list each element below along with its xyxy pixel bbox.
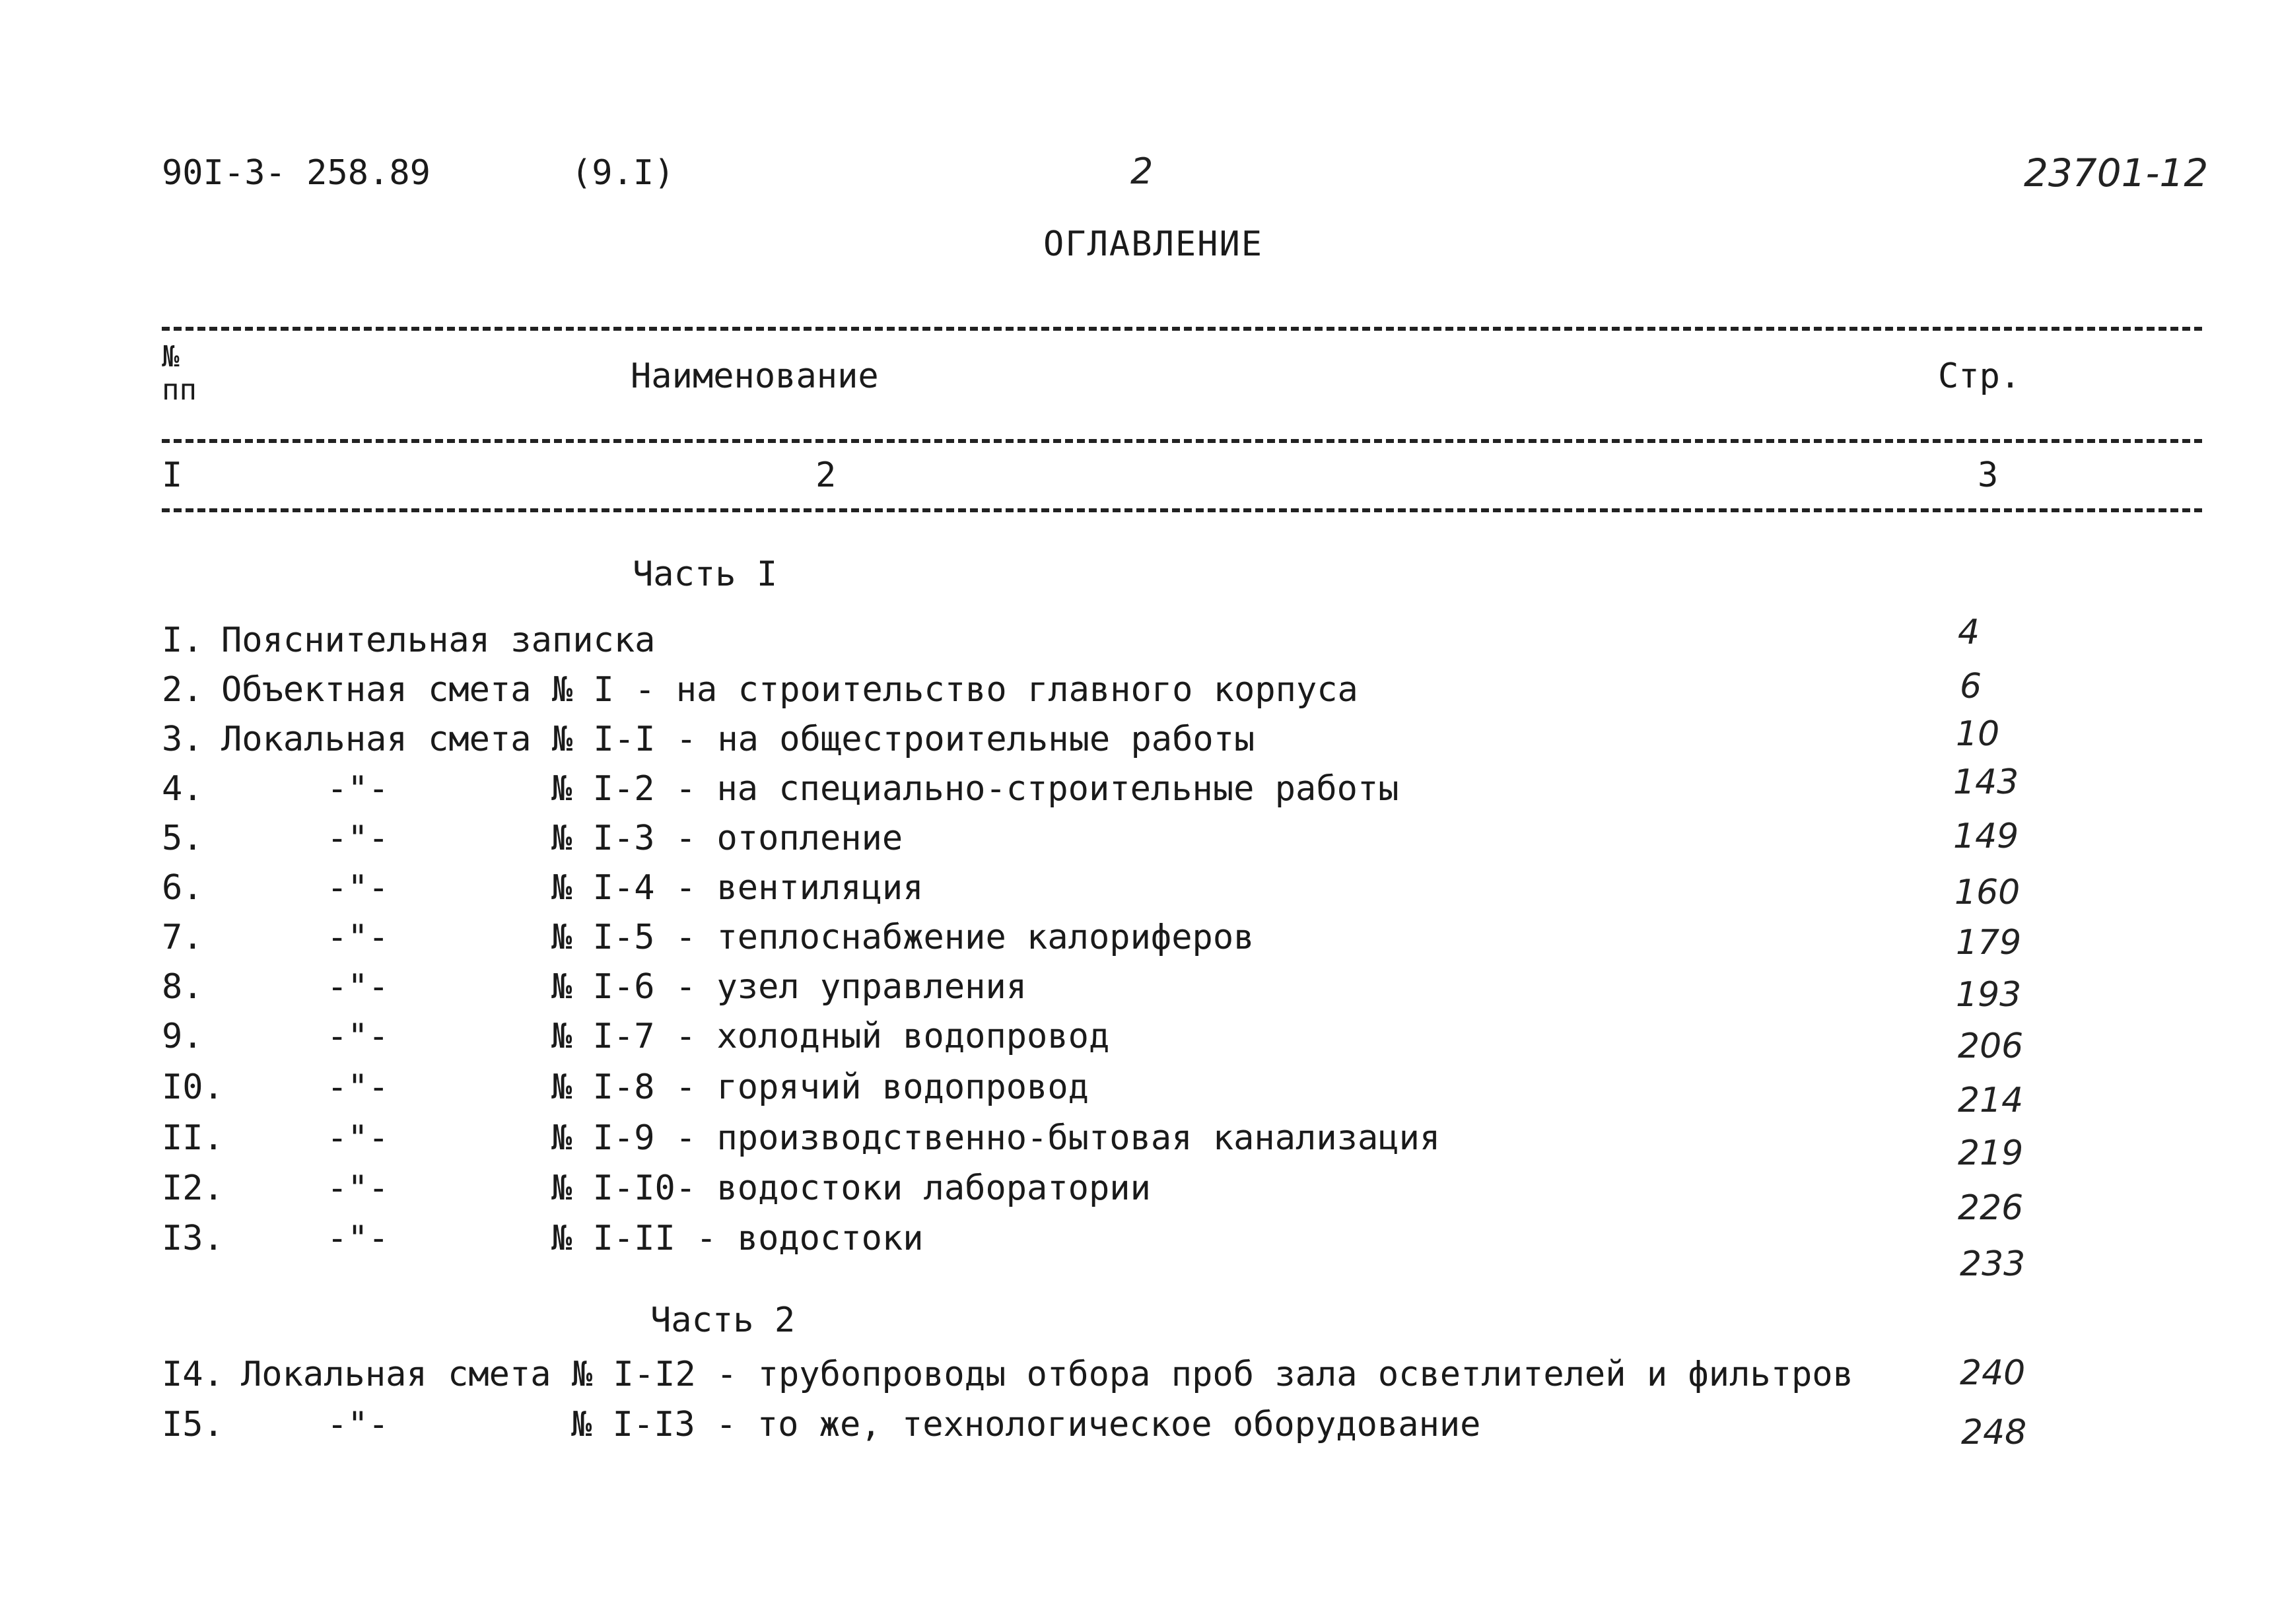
toc-row	[162, 1017, 1110, 1063]
column-index-3: 3	[1978, 456, 1999, 495]
toc-page-number: 179	[1956, 923, 2022, 963]
toc-row	[162, 819, 903, 865]
toc-row-number: II.	[162, 1118, 224, 1158]
part-2-heading: Часть 2	[650, 1301, 796, 1340]
toc-row-title: № I-2 - на специально-строительные работы	[551, 769, 1399, 809]
header-middle-rule	[162, 439, 2202, 443]
toc-row-ditto: -"-	[327, 1017, 389, 1056]
toc-row-title: № I-3 - отопление	[551, 819, 903, 858]
toc-row-ditto: -"-	[327, 868, 389, 908]
toc-page-number: 6	[1960, 667, 1982, 706]
toc-row-title: № I-8 - горячий водопровод	[551, 1067, 1089, 1107]
toc-row-ditto: -"-	[327, 819, 389, 858]
toc-row-number: I4.	[162, 1355, 224, 1394]
page-title: ОГЛАВЛЕНИЕ	[1043, 224, 1264, 264]
toc-row-number: I.	[162, 621, 203, 660]
toc-row	[162, 1355, 1853, 1401]
toc-row-number: I5.	[162, 1405, 224, 1444]
toc-row-ditto: -"-	[327, 1219, 389, 1258]
toc-page-number: 233	[1960, 1244, 2026, 1284]
toc-row-title: № I-5 - теплоснабжение калориферов	[551, 918, 1255, 957]
toc-page-number: 206	[1958, 1027, 2024, 1066]
toc-row	[162, 621, 656, 667]
toc-page-number: 4	[1958, 613, 1980, 652]
toc-row-title: Пояснительная записка	[221, 621, 656, 660]
toc-row-ditto: -"-	[327, 918, 389, 957]
toc-row-number: 8.	[162, 967, 203, 1007]
toc-row-ditto: -"-	[327, 1168, 389, 1208]
toc-page-number: 248	[1961, 1413, 2027, 1452]
toc-row-number: I2.	[162, 1168, 224, 1208]
toc-row-ditto: -"-	[327, 1118, 389, 1158]
toc-row-number: I3.	[162, 1219, 224, 1258]
toc-row-number: 3.	[162, 720, 203, 759]
toc-page-number: 193	[1956, 975, 2022, 1015]
toc-row	[162, 1219, 924, 1265]
part-1-heading: Часть I	[633, 555, 778, 594]
name-column-label: Наименование	[631, 356, 879, 396]
toc-row-number: I0.	[162, 1067, 224, 1107]
toc-row-ditto: -"-	[327, 1067, 389, 1107]
toc-row	[162, 720, 1255, 766]
toc-row	[162, 1118, 1441, 1165]
header-top-rule	[162, 327, 2202, 331]
toc-row-ditto: -"-	[327, 1405, 389, 1444]
toc-row-number: 4.	[162, 769, 203, 809]
page-number: 2	[1130, 151, 1154, 192]
toc-row-ditto: -"-	[327, 967, 389, 1007]
toc-row	[162, 868, 924, 914]
toc-row-number: 5.	[162, 819, 203, 858]
toc-row-title: № I-II - водостоки	[551, 1219, 924, 1258]
toc-row-number: 6.	[162, 868, 203, 908]
toc-row	[162, 967, 1027, 1013]
toc-row-ditto: -"-	[327, 769, 389, 809]
toc-row	[162, 670, 1358, 716]
toc-row-title: № I-4 - вентиляция	[551, 868, 924, 908]
toc-page-number: 240	[1960, 1353, 2026, 1393]
header-bottom-rule	[162, 508, 2202, 512]
toc-row-title: № I-9 - производственно-бытовая канализация	[551, 1118, 1441, 1158]
toc-row-number: 7.	[162, 918, 203, 957]
num-column-label-bottom: пп	[162, 373, 197, 407]
toc-row-number: 9.	[162, 1017, 203, 1056]
toc-row-title: Объектная смета № I - на строительство главного корпуса	[221, 670, 1358, 710]
column-index-2: 2	[815, 456, 837, 495]
column-index-1: I	[162, 456, 183, 495]
toc-page-number: 149	[1953, 817, 2019, 856]
toc-page-number: 160	[1954, 873, 2021, 912]
toc-row	[162, 1405, 1481, 1451]
toc-row	[162, 1168, 1151, 1215]
toc-row	[162, 769, 1399, 815]
toc-row-title: № I-6 - узел управления	[551, 967, 1027, 1007]
document-code: 90I-3- 258.89	[162, 153, 431, 193]
page-column-label: Стр.	[1938, 356, 2021, 396]
toc-row-title: Локальная смета № I-I - на общестроительные работы	[221, 720, 1255, 759]
toc-page-number: 219	[1958, 1133, 2024, 1173]
num-column-label-top: №	[162, 340, 180, 374]
toc-page-number: 214	[1958, 1081, 2024, 1120]
toc-row-title: № I-7 - холодный водопровод	[551, 1017, 1110, 1056]
archive-number: 23701-12	[2024, 151, 2209, 195]
toc-row-title: Локальная смета № I-I2 - трубопроводы отбора проб зала осветлителей и фильтров	[241, 1355, 1853, 1394]
toc-row	[162, 918, 1255, 964]
toc-page-number: 226	[1958, 1188, 2024, 1228]
toc-page-number: 10	[1956, 714, 2000, 754]
toc-row-number: 2.	[162, 670, 203, 710]
toc-row	[162, 1067, 1089, 1114]
section-code: (9.I)	[571, 153, 675, 193]
toc-page-number: 143	[1953, 762, 2019, 802]
toc-row-title: № I-I3 - то же, технологическое оборудование	[571, 1405, 1481, 1444]
toc-row-title: № I-I0- водостоки лаборатории	[551, 1168, 1151, 1208]
